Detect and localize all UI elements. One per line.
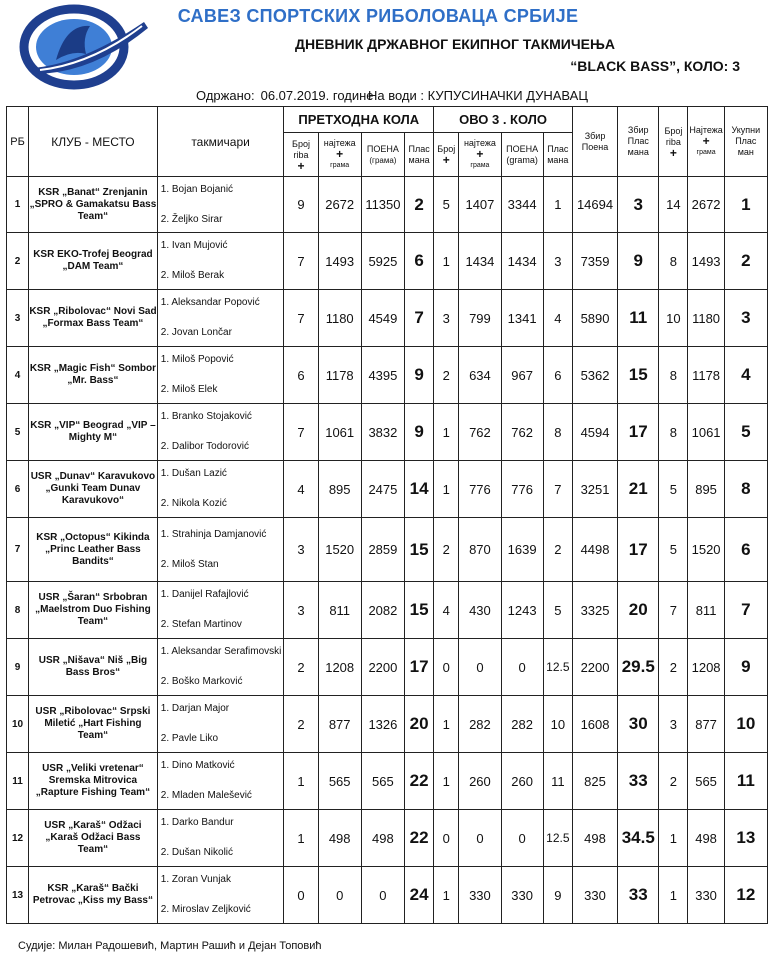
table-row [7, 347, 768, 404]
table-row [7, 639, 768, 696]
cell-prev-fish: 1 [284, 753, 318, 810]
cell-rb: 5 [7, 404, 29, 461]
cell-this-points: 0 [501, 639, 543, 696]
cell-prev-biggest: 1178 [318, 347, 361, 404]
cell-this-fish: 0 [434, 639, 459, 696]
cell-prev-points: 2200 [361, 639, 404, 696]
cell-prev-biggest: 1061 [318, 404, 361, 461]
org-title: САВЕЗ СПОРТСКИХ РИБОЛОВАЦА СРБИЈЕ [177, 6, 579, 26]
cell-prev-points: 2475 [361, 461, 404, 518]
cell-this-fish: 3 [434, 290, 459, 347]
col-this-place: Плас мана [543, 133, 572, 177]
cell-overall: 1 [724, 177, 767, 233]
cell-prev-place: 20 [405, 696, 434, 753]
cell-prev-fish: 3 [284, 518, 318, 582]
cell-total-fish: 2 [659, 753, 688, 810]
table-row [7, 582, 768, 639]
cell-sum-place: 9 [618, 233, 659, 290]
cell-prev-points: 4549 [361, 290, 404, 347]
cell-prev-place: 22 [405, 753, 434, 810]
cell-competitors [157, 177, 284, 233]
held-line [196, 88, 380, 103]
cell-sum-place: 11 [618, 290, 659, 347]
cell-this-biggest: 1407 [459, 177, 501, 233]
cell-total-biggest: 1520 [688, 518, 724, 582]
cell-sum-place: 17 [618, 404, 659, 461]
cell-competitors [157, 753, 284, 810]
cell-this-biggest: 776 [459, 461, 501, 518]
cell-total-fish: 14 [659, 177, 688, 233]
cell-rb: 8 [7, 582, 29, 639]
cell-competitors [157, 582, 284, 639]
cell-club: USR „Šaran“ Srbobran „Maelstrom Duo Fishing Team“ [29, 582, 158, 639]
cell-sum-points: 498 [572, 810, 617, 867]
document-subtitle: “BLACK BASS”, КОЛО: 3 [570, 58, 740, 74]
competitor-2: 2. Miloš Berak [160, 270, 225, 281]
cell-sum-points: 14694 [572, 177, 617, 233]
cell-this-fish: 1 [434, 461, 459, 518]
cell-total-biggest: 498 [688, 810, 724, 867]
cell-this-points: 330 [501, 867, 543, 924]
cell-this-place: 9 [543, 867, 572, 924]
cell-sum-place: 29.5 [618, 639, 659, 696]
cell-sum-points: 4594 [572, 404, 617, 461]
cell-total-fish: 1 [659, 867, 688, 924]
cell-prev-points: 3832 [361, 404, 404, 461]
competitor-2: 2. Dušan Nikolić [160, 847, 234, 858]
col-competitors: такмичари [157, 107, 284, 177]
cell-sum-points: 5890 [572, 290, 617, 347]
cell-rb: 1 [7, 177, 29, 233]
cell-this-place: 8 [543, 404, 572, 461]
cell-sum-points: 330 [572, 867, 617, 924]
held-label: Одржано: [196, 88, 255, 103]
cell-prev-biggest: 811 [318, 582, 361, 639]
cell-club: USR „Karaš“ Odžaci „Karaš Odžaci Bass Team“ [29, 810, 158, 867]
col-prev-biggest: најтежа + грама [318, 133, 361, 177]
competitor-1: 1. Zoran Vunjak [160, 874, 231, 885]
cell-this-points: 0 [501, 810, 543, 867]
cell-total-fish: 7 [659, 582, 688, 639]
cell-rb: 13 [7, 867, 29, 924]
cell-this-points: 3344 [501, 177, 543, 233]
cell-rb: 4 [7, 347, 29, 404]
cell-prev-fish: 2 [284, 696, 318, 753]
cell-this-fish: 5 [434, 177, 459, 233]
cell-this-fish: 1 [434, 753, 459, 810]
competitor-2: 2. Miloš Elek [160, 384, 218, 395]
cell-prev-points: 1326 [361, 696, 404, 753]
cell-this-fish: 1 [434, 233, 459, 290]
cell-club: KSR „VIP“ Beograd „VIP – Mighty M“ [29, 404, 158, 461]
col-club: КЛУБ - МЕСТО [29, 107, 158, 177]
col-overall: Укупни Плас ман [724, 107, 767, 177]
cell-total-fish: 1 [659, 810, 688, 867]
cell-this-biggest: 282 [459, 696, 501, 753]
cell-this-points: 1341 [501, 290, 543, 347]
cell-this-place: 5 [543, 582, 572, 639]
cell-this-points: 1639 [501, 518, 543, 582]
cell-total-biggest: 895 [688, 461, 724, 518]
cell-rb: 10 [7, 696, 29, 753]
cell-prev-points: 2082 [361, 582, 404, 639]
competitor-1: 1. Ivan Mujović [160, 240, 228, 251]
cell-this-place: 2 [543, 518, 572, 582]
cell-competitors [157, 404, 284, 461]
cell-club: USR „Ribolovac“ Srpski Miletić „Hart Fishing Team“ [29, 696, 158, 753]
cell-this-points: 776 [501, 461, 543, 518]
col-prev-points: ПОЕНА (грама) [361, 133, 404, 177]
cell-prev-fish: 7 [284, 233, 318, 290]
cell-this-biggest: 260 [459, 753, 501, 810]
cell-total-fish: 8 [659, 404, 688, 461]
cell-total-fish: 10 [659, 290, 688, 347]
cell-sum-place: 33 [618, 867, 659, 924]
cell-prev-fish: 3 [284, 582, 318, 639]
cell-prev-points: 498 [361, 810, 404, 867]
table-row [7, 518, 768, 582]
cell-competitors [157, 639, 284, 696]
cell-this-points: 1434 [501, 233, 543, 290]
cell-this-biggest: 430 [459, 582, 501, 639]
cell-this-place: 12.5 [543, 639, 572, 696]
table-row [7, 404, 768, 461]
cell-prev-fish: 2 [284, 639, 318, 696]
cell-club: KSR „Karaš“ Bački Petrovac „Kiss my Bass“ [29, 867, 158, 924]
table-row [7, 753, 768, 810]
cell-this-fish: 1 [434, 404, 459, 461]
competitor-1: 1. Branko Stojaković [160, 411, 252, 422]
cell-overall: 6 [724, 518, 767, 582]
cell-prev-fish: 1 [284, 810, 318, 867]
cell-this-biggest: 762 [459, 404, 501, 461]
cell-total-biggest: 1061 [688, 404, 724, 461]
col-this-fish: Број + [434, 133, 459, 177]
cell-prev-biggest: 1493 [318, 233, 361, 290]
col-total-biggest: Најтежа + грама [688, 107, 724, 177]
cell-this-place: 3 [543, 233, 572, 290]
cell-overall: 7 [724, 582, 767, 639]
cell-total-fish: 5 [659, 518, 688, 582]
cell-this-place: 1 [543, 177, 572, 233]
cell-total-biggest: 2672 [688, 177, 724, 233]
cell-this-biggest: 870 [459, 518, 501, 582]
col-total-fish: Број riba + [659, 107, 688, 177]
cell-prev-points: 5925 [361, 233, 404, 290]
cell-prev-place: 22 [405, 810, 434, 867]
cell-prev-biggest: 877 [318, 696, 361, 753]
cell-this-biggest: 330 [459, 867, 501, 924]
document-title: ДНЕВНИК ДРЖАВНОГ ЕКИПНОГ ТАКМИЧЕЊА [294, 36, 615, 52]
cell-prev-place: 14 [405, 461, 434, 518]
cell-sum-place: 34.5 [618, 810, 659, 867]
cell-overall: 12 [724, 867, 767, 924]
table-row [7, 233, 768, 290]
cell-overall: 10 [724, 696, 767, 753]
cell-total-biggest: 877 [688, 696, 724, 753]
cell-competitors [157, 518, 284, 582]
cell-rb: 3 [7, 290, 29, 347]
cell-prev-points: 2859 [361, 518, 404, 582]
col-sum-place: Збир Плас мана [618, 107, 659, 177]
cell-overall: 8 [724, 461, 767, 518]
cell-prev-biggest: 498 [318, 810, 361, 867]
competitor-2: 2. Jovan Lončar [160, 327, 232, 338]
cell-this-biggest: 634 [459, 347, 501, 404]
cell-this-fish: 0 [434, 810, 459, 867]
cell-rb: 7 [7, 518, 29, 582]
cell-total-fish: 8 [659, 347, 688, 404]
cell-club: KSR EKO-Trofej Beograd „DAM Team“ [29, 233, 158, 290]
held-date: 06.07.2019. године [260, 88, 374, 103]
cell-this-place: 11 [543, 753, 572, 810]
col-this-round: ОВО 3 . КОЛО [434, 107, 573, 133]
results-table [6, 106, 768, 924]
table-row [7, 810, 768, 867]
competitor-1: 1. Dušan Lazić [160, 468, 227, 479]
judges-line: Судије: Милан Радошевић, Мартин Рашић и Дејан Топовић [18, 940, 322, 952]
table-row [7, 461, 768, 518]
col-rb: РБ [7, 107, 29, 177]
cell-prev-points: 11350 [361, 177, 404, 233]
cell-sum-place: 20 [618, 582, 659, 639]
cell-total-fish: 3 [659, 696, 688, 753]
cell-prev-place: 7 [405, 290, 434, 347]
cell-competitors [157, 290, 284, 347]
cell-this-points: 967 [501, 347, 543, 404]
competitor-1: 1. Dino Matković [160, 760, 235, 771]
col-this-points: ПОЕНА (grama) [501, 133, 543, 177]
cell-this-biggest: 799 [459, 290, 501, 347]
cell-competitors [157, 810, 284, 867]
competitor-1: 1. Danijel Rafajlović [160, 589, 249, 600]
cell-prev-place: 2 [405, 177, 434, 233]
cell-total-biggest: 1180 [688, 290, 724, 347]
competitor-1: 1. Strahinja Damjanović [160, 528, 267, 540]
cell-club: USR „Veliki vretenar“ Sremska Mitrovica „Rapture Fishing Team“ [29, 753, 158, 810]
col-this-biggest: најтежа + грама [459, 133, 501, 177]
cell-club: KSR „Magic Fish“ Sombor „Mr. Bass“ [29, 347, 158, 404]
cell-this-fish: 2 [434, 347, 459, 404]
cell-prev-biggest: 565 [318, 753, 361, 810]
cell-competitors [157, 347, 284, 404]
competitor-1: 1. Aleksandar Popović [160, 297, 260, 308]
competitor-2: 2. Dalibor Todorović [160, 441, 249, 452]
competitor-2: 2. Boško Marković [160, 676, 243, 687]
cell-prev-place: 9 [405, 404, 434, 461]
cell-this-points: 1243 [501, 582, 543, 639]
cell-competitors [157, 696, 284, 753]
cell-this-place: 12.5 [543, 810, 572, 867]
table-row [7, 177, 768, 233]
cell-sum-place: 15 [618, 347, 659, 404]
cell-prev-fish: 9 [284, 177, 318, 233]
cell-competitors [157, 233, 284, 290]
col-prev-place: Плас мана [405, 133, 434, 177]
cell-sum-place: 21 [618, 461, 659, 518]
cell-prev-fish: 0 [284, 867, 318, 924]
cell-sum-points: 2200 [572, 639, 617, 696]
cell-overall: 11 [724, 753, 767, 810]
cell-prev-place: 15 [405, 518, 434, 582]
cell-prev-place: 15 [405, 582, 434, 639]
cell-sum-place: 3 [618, 177, 659, 233]
cell-this-place: 6 [543, 347, 572, 404]
cell-this-fish: 4 [434, 582, 459, 639]
cell-this-fish: 1 [434, 696, 459, 753]
cell-rb: 11 [7, 753, 29, 810]
cell-total-biggest: 330 [688, 867, 724, 924]
cell-prev-place: 6 [405, 233, 434, 290]
cell-rb: 12 [7, 810, 29, 867]
competitor-2: 2. Željko Sirar [160, 213, 223, 225]
cell-club: KSR „Octopus“ Kikinda „Princ Leather Bass Bandits“ [29, 518, 158, 582]
cell-prev-place: 9 [405, 347, 434, 404]
cell-this-biggest: 0 [459, 810, 501, 867]
competitor-2: 2. Mladen Malešević [160, 790, 252, 801]
cell-overall: 9 [724, 639, 767, 696]
cell-prev-biggest: 1520 [318, 518, 361, 582]
competitor-1: 1. Darko Bandur [160, 817, 234, 828]
table-row [7, 290, 768, 347]
cell-prev-biggest: 0 [318, 867, 361, 924]
competitor-2: 2. Miloš Stan [160, 558, 219, 570]
cell-sum-place: 30 [618, 696, 659, 753]
competitor-1: 1. Aleksandar Serafimovski [160, 646, 282, 657]
cell-total-fish: 2 [659, 639, 688, 696]
cell-prev-biggest: 1208 [318, 639, 361, 696]
cell-prev-points: 4395 [361, 347, 404, 404]
cell-overall: 5 [724, 404, 767, 461]
table-row [7, 696, 768, 753]
cell-total-biggest: 1178 [688, 347, 724, 404]
cell-rb: 6 [7, 461, 29, 518]
cell-overall: 2 [724, 233, 767, 290]
cell-total-fish: 5 [659, 461, 688, 518]
cell-this-points: 282 [501, 696, 543, 753]
cell-sum-place: 17 [618, 518, 659, 582]
col-prev-rounds: ПРЕТХОДНА КОЛА [284, 107, 434, 133]
cell-rb: 9 [7, 639, 29, 696]
cell-this-fish: 1 [434, 867, 459, 924]
cell-this-place: 10 [543, 696, 572, 753]
cell-prev-fish: 7 [284, 404, 318, 461]
cell-prev-points: 565 [361, 753, 404, 810]
cell-this-fish: 2 [434, 518, 459, 582]
cell-sum-points: 3325 [572, 582, 617, 639]
cell-club: KSR „Banat“ Zrenjanin „SPRO & Gamakatsu Bass Team“ [29, 177, 158, 233]
cell-prev-place: 17 [405, 639, 434, 696]
cell-club: USR „Dunav“ Karavukovo „Gunki Team Dunav Karavukovo“ [29, 461, 158, 518]
cell-total-biggest: 1493 [688, 233, 724, 290]
cell-total-biggest: 811 [688, 582, 724, 639]
competitor-1: 1. Darjan Major [160, 703, 230, 714]
competitor-1: 1. Bojan Bojanić [160, 183, 234, 195]
cell-prev-fish: 6 [284, 347, 318, 404]
competitor-2: 2. Nikola Kozić [160, 498, 227, 509]
cell-prev-biggest: 2672 [318, 177, 361, 233]
cell-overall: 13 [724, 810, 767, 867]
cell-prev-points: 0 [361, 867, 404, 924]
cell-this-place: 4 [543, 290, 572, 347]
federation-logo [12, 4, 150, 90]
cell-club: USR „Nišava“ Niš „Big Bass Bros“ [29, 639, 158, 696]
cell-overall: 4 [724, 347, 767, 404]
cell-this-points: 762 [501, 404, 543, 461]
cell-total-biggest: 1208 [688, 639, 724, 696]
cell-total-biggest: 565 [688, 753, 724, 810]
cell-club: KSR „Ribolovac“ Novi Sad „Formax Bass Team“ [29, 290, 158, 347]
cell-sum-points: 7359 [572, 233, 617, 290]
cell-this-biggest: 0 [459, 639, 501, 696]
cell-this-biggest: 1434 [459, 233, 501, 290]
cell-prev-biggest: 895 [318, 461, 361, 518]
cell-overall: 3 [724, 290, 767, 347]
cell-sum-place: 33 [618, 753, 659, 810]
cell-prev-fish: 7 [284, 290, 318, 347]
competitor-1: 1. Miloš Popović [160, 354, 234, 365]
cell-prev-fish: 4 [284, 461, 318, 518]
cell-competitors [157, 867, 284, 924]
cell-sum-points: 4498 [572, 518, 617, 582]
cell-sum-points: 1608 [572, 696, 617, 753]
cell-sum-points: 3251 [572, 461, 617, 518]
cell-prev-biggest: 1180 [318, 290, 361, 347]
table-row [7, 867, 768, 924]
col-prev-fish: Број riba + [284, 133, 318, 177]
cell-sum-points: 825 [572, 753, 617, 810]
cell-this-points: 260 [501, 753, 543, 810]
col-sum-points: Збир Поена [572, 107, 617, 177]
competitor-2: 2. Miroslav Zeljković [160, 904, 251, 915]
water-line: На води : КУПУСИНАЧКИ ДУНАВАЦ [368, 88, 588, 103]
cell-sum-points: 5362 [572, 347, 617, 404]
cell-rb: 2 [7, 233, 29, 290]
cell-prev-place: 24 [405, 867, 434, 924]
cell-total-fish: 8 [659, 233, 688, 290]
cell-this-place: 7 [543, 461, 572, 518]
cell-competitors [157, 461, 284, 518]
competitor-2: 2. Stefan Martinov [160, 619, 242, 630]
competitor-2: 2. Pavle Liko [160, 733, 219, 744]
